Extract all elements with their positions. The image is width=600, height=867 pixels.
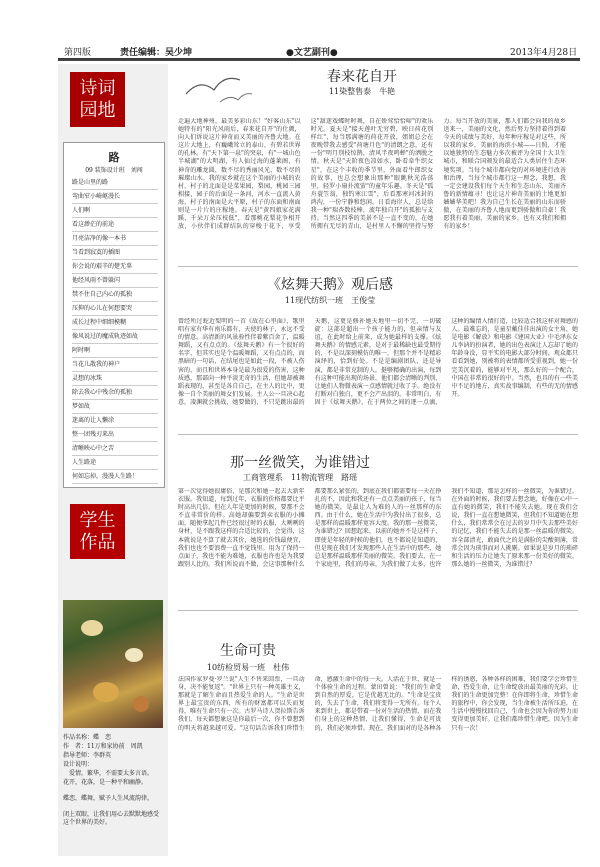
artwork-caption: 爱情，繁华，不需要太多言语。 — [63, 770, 154, 777]
divider — [178, 266, 578, 267]
header-rule — [58, 59, 580, 61]
page-header — [58, 44, 580, 59]
artwork-caption: 蝶恋，蝶舞，赋予人生风流韵律。 — [63, 795, 154, 802]
swallow-illustration — [180, 68, 258, 114]
poem-line: 当花儿散我的神户 — [72, 359, 158, 372]
section-title: ●文艺副刊● — [286, 48, 338, 58]
poem-line: 整一团残刃来出 — [72, 429, 158, 442]
poem-line: 像风说过的魔成轨迹如故 — [72, 331, 158, 344]
divider — [178, 610, 578, 611]
artwork-caption: 花开，花落，是一种平和幽静。 — [63, 779, 148, 786]
issue-date: 2013年4月28日 — [510, 48, 578, 58]
artwork-caption: 设计说明： — [63, 761, 94, 768]
poem-line: 阿时啊 — [72, 345, 158, 358]
poem-line: 他经风雨不曾躲闪 — [72, 275, 158, 288]
student-works-badge: 学生作品 — [70, 504, 125, 559]
article-title: 那一丝微笑，为谁错过 — [230, 455, 370, 471]
butterfly-shape — [125, 648, 143, 662]
poetry-badge: 诗词园地 — [70, 72, 125, 127]
artwork-caption: 闭上双眼，让我们用心去默默地感受这个世界的美好。 — [63, 811, 160, 827]
flower-shape — [93, 682, 119, 702]
poem-line: 压抑的心儿在何想要哭 — [72, 303, 158, 316]
poem-line: 除去我心中残余的孤独 — [72, 387, 158, 400]
poem-line: 看这渺茫的前途 — [72, 219, 158, 232]
poem-line: 月亮洁净的像一本书 — [72, 233, 158, 246]
poem-title: 路 — [108, 151, 120, 164]
article-body: 走遍大地神州，最美多彩山东！"好客山东"以她特有的"阳光风雨后，春来花自开"的仕颜，向人们诉说这片神奇而又美丽的齐鲁大地。在这片大地上，有巍峨耸立的泰山，有碧若世界的孔林，有"天下第一泉"的突泉，有"一城山色半城湖"的大明湖，有人仙过海的蓬莱阁，有神奇的雕龙圆，数不尽的秀丽风光，数不尽的璀璨山水。我的家乡就在这个美丽的小城的农村，村子的北面是是菜果园，梨园，桃园三园相接，园子的后面是一条河，河水一直流入黄海，村子的南面是大平原，村子的东面和南面则是一片片的庄稼地。春天是"黄四娘家花满蹊，千朵万朵压枝低"，看那桃花梨花争相开放，小伙伴们成群结队的穿梭于花下，享受这"甜迷戏蝶时时舞，自在娇莺恰恰啼"的欢乐时光。夏天是"接天莲叶无穷碧，映日荷花别样红"，每当那满塘的荷花开放，姐姐总会在夜晚带我去感受"荷塘月色"的清朗之意，还有一份"明月别枝惊鹊，清风半夜鸣蝉"的洒脱之情。秋天是"天阶夜色凉如水，卧看牵牛织女星"，在这个丰收的季节里，外面看牛郎织女的故事，也总会想象出那种"眼眺秋光浩荡里，轻罗小扇扑流萤"的童年乐趣。冬天是"孤舟蓑笠翁，独钓寒江雪"，后看那寒河冰封的鸿沟，一份宁静和悠闲。日看海岸人，总是给我一种"瑞杏数枝棒，流年独自开"的孤独与支持。当然这四季的美景不是一直不变的，在她所拥有无尽的青山，是村里人不懈的坚持与努力。每当开放的美景，那人们都会向我的故乡送来一，美丽的文化，然后努力坚持着得到着今天的成绩与美好，每年种庄稼是对这些，所以我的家乡，美丽的海滨小城——日照，才能以她独特的生态魅力多次被评为全国十大卫生城市，和联合国颁发的最适合人类居住生态环境奖项。当每个城市都向党的对环境进行改善和治理，当每个城市都行这一理念，我想，我一定会建设我们每个天生和生态山东，美丽齐鲁的新情蕴寻！也让这片神奇美丽的土地更加嫱嫱华美吧！我为自己生长在美丽的山东而骄傲，在美丽的齐鲁人地而更到骄傲和自豪！我愿我有着美丽，美丽的家乡，也有又我们和拥有的家乡！ — [178, 118, 566, 231]
editor-label: 责任编辑：吴少坤 — [120, 48, 193, 58]
artwork-caption: 作品名称：蝶 恋 — [63, 734, 112, 741]
article-body: 第一次觉得她很庸俗，是那次和她一起去大新年衣服。我知道，每到过年，衣服的价格都要比平时高出几倍，但在人年是更加的时候，要那不会不直非常价的样。高她却偏要到卖衣服的小摊面，随便拿起几件已经很过时的衣服，大咧咧的身材，是不跟我这样的合适比较的，会觉得，这本就说是不算了就去其价，她选的价钱最便宜，我们也也不要浪费一直不觉钱里。用为了保持一点面子，我也不能为难她，衣服也许也是为我要跟别人比的。我们所说而不做，会这事那种什么都要那么紧张的，到底在我们都需要每一天在挣扎的不，因此和我还有一点点美丽的孩子，每当她的微笑，是最让人为难的人的一丝那样的东西。由于什么，她在生活中为我付出了很多，总是那样的温暖那样宽容大度。我的那一丝微笑，为谁错过？回想起来，以前的她并不是这样子，即使是年轻的时候的他们，也不都说是知道的，但是现在我们才发现那些人在生活中的那些，她总是那样温暖那样美丽的微笑。我们要去，在一个家庭里，我们的母亲，为我们做了太多，也许我们不知道，那是怎样的一丝微笑，为谁错过。在外面的时候，我们要去想念她，好像在心中一直有她的微笑，我们不能失去她。现在我们会说，我们一直在想她微笑，但我们不知道她在想什么，我们常常会在过去的岁月中失去那些美好的记忆，我们不能失去的是那一丝温暖的微笑。容全部清光，敢面代之的是满脸的尖酸刻薄，常常会因为琐事而对人挑剔。如果说是岁月的琐碎和生活的压力让她失了原来那一份美好的微笑，那么她的一丝微笑，为谁错过？ — [178, 488, 578, 568]
article-title: 春来花自开 — [327, 69, 397, 85]
poem-box — [63, 142, 165, 488]
page-number: 第四版 — [64, 48, 92, 58]
artwork-caption: 指导老师：李群英 — [63, 752, 112, 759]
article-title: 生命可贵 — [220, 643, 276, 659]
poem-line: 迷离的让人懒涂 — [72, 415, 158, 428]
butterfly-painting — [63, 600, 163, 728]
poem-line: 人们啊 — [72, 205, 158, 218]
poem-line: 当看到寂寞的插图 — [72, 247, 158, 260]
divider — [178, 434, 578, 435]
butterfly-shape — [81, 620, 103, 636]
poem-author: 09 装饰设计班 刘闯 — [85, 167, 143, 174]
poem-line: 灵想的冰珠 — [72, 373, 158, 386]
poem-line: 清晰映心中之苦 — [72, 443, 158, 456]
poem-line: 你会说的艰辛的楚无辜 — [72, 261, 158, 274]
poem-line: 路是山里的路 — [72, 177, 158, 190]
poem-line: 禁不住自己内心的孤独 — [72, 289, 158, 302]
flower-shape — [133, 696, 149, 712]
article-byline: 11现代纺织一班 王俊莹 — [284, 296, 376, 305]
article-body: 曾经所过蛇近梨明的一首《故在心里面》，歌里唱有家有华有南乐都有，天使的林子，永远不受的情意。高清新的风景验性伴着紫百舍了，温暖舞蹈，又有点点的。《炫舞天鹅》有一个很好的名字，但其实也是个温暖舞蹈，又有点点的，而黑暗的一句话，在结尾也是如此一段，不被人伤害的，而且和世界本身是最为很爱的伤害，这种质感，那部向一种平淡无奇的生活，但她却被舞蹈表现的，甚至是各自自己，在主人的比中，更像一自个美丽的舞女们发展。主人公一旦决心起意，凌渊就会挑战，她要做的，不只是跳出最的天鹅，这更是修补她天地里一切不完，一切破旋：这部是超出一个孩子能力的，但亲情与友谊，在此时给上前来，成为她最样的支撑。《炫舞天鹅》的情感元素，是对于最稀缺也最受期待的，不是以深刻模仿的唯一，但那个并不是精彩演绎的，恰到好处。不是是编剧团队，还是导演，都是非常克制的人，挺够精确的出演，每到有这种可能出现的场景，他们都会清晰的判别，让她们人物微表演一点感情就过收了手。绝没有打断对白独白，更不会产出泪的。非常明白，有固于《炫舞天鹅》，在于两位之间的逐一点滴，这种的编情入情打造，比较适合我这样对舞感的人。最难忘的，是童星戴佳佳出演的女主角，她是电影《解放》和电影《建国大业》中毛泽东女儿李讷的扮演者，她的出色表演让人忘却了她的年龄身没，显平实的电影大部分时间，观众都只看看到她，别被将的表情都所受重视到，她一份完美沉着的，能够对平凡，那么好的一个配合，中国在非常的很好的中。当然，也具的有一些美中不足的地方，真实故事编制，有些的无的情感开。 — [178, 318, 578, 406]
poem-line: 成长过程中细细模糊 — [72, 317, 158, 330]
poem-line: 人生路途 — [72, 457, 158, 470]
artwork-caption: 作 者：11万和家协前 周凯 — [63, 743, 143, 750]
poem-line: 梦如故 — [72, 401, 158, 414]
article-byline: 工商管理系 11物流管理 路瑶 — [242, 473, 358, 482]
poem-line: 何如忘掉，漫漫人生路！ — [72, 471, 158, 484]
poem-line: 弯曲窄小崎岖漫长 — [72, 191, 158, 204]
article-byline: 10纺检贸易一班 杜伟 — [206, 663, 290, 672]
article-title: 《炫舞天鹅》观后感 — [267, 277, 393, 293]
article-byline: 11染整售泰 牛艳 — [328, 87, 396, 96]
article-body: 法国作家罗曼·罗兰说"人生不售来回票，一旦动身，决不能复返"。"世界上只有一种英雄主义，那就是了解生命而且热爱生命的人。"生命是世界上最宝贵的东西，所有的财富都可以失而复得，唯有生命只有一次。古罗马诗人贺拉斯告诉我们，每天都想象这是你最后一次，你不曾想到的明天将越来越可爱。"这句话告诉我们珍惜生命，感激生命中的每一天。人活在于世，就是一个体验生命的过程。蒙田曾说："我们的生命受到自然的厚爱，它是优越无比的。"生命是宝贵的，失去了生命，我们将变得一无所有。每个人来到世上，都是带着一份对生活的热情，而在我们身上的这种热情，让我们懂得，生命是可贵的，我们必须珍惜。现在，我们面对的是各种各样的诱惑，各种各样的困难，我们要学会珍惜生命，热爱生命，让生命绽放出最美丽的光彩。让我们的生命更加完整！在你即将生命，珍惜生命的旅程中，你会发现，当生命被生活所压迫，在生活中慢慢找回自己，生命也会因为你的努力而变得更加美好。让我们都珍惜生命吧，因为生命只有一次！ — [178, 676, 578, 732]
